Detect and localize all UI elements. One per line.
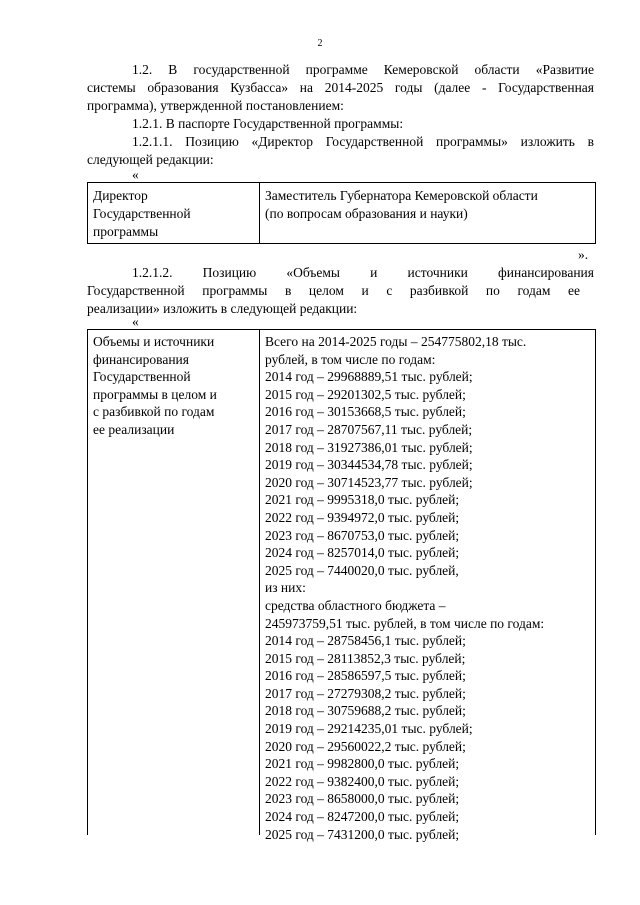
para-1-2-line1: 1.2. В государственной программе Кемеровской области «Развитие [132, 62, 594, 77]
funding-value-line: 2015 год – 28113852,3 тыс. рублей; [265, 650, 466, 666]
funding-value-line: 2025 год – 7431200,0 тыс. рублей; [265, 826, 460, 842]
funding-label-line: с разбивкой по годам [93, 404, 215, 420]
director-label-cell [88, 183, 260, 243]
funding-value-line: из них: [265, 580, 306, 596]
page-number: 2 [317, 38, 323, 49]
funding-label-line: Государственной [93, 369, 191, 385]
funding-value-line: 2016 год – 28586597,5 тыс. рублей; [265, 668, 466, 684]
funding-value-line: 2023 год – 8658000,0 тыс. рублей; [265, 791, 460, 807]
funding-label-line: Объемы и источники [93, 334, 215, 349]
funding-value-line: Всего на 2014-2025 годы – 254775802,18 тыс. [265, 334, 527, 349]
para-1-2-1: 1.2.1. В паспорте Государственной программы: [132, 116, 404, 131]
para-1-2-1-2-line3: реализации» изложить в следующей редакции: [87, 301, 358, 316]
director-label-line: Директор [93, 188, 148, 203]
para-1-2-1-2-line1: 1.2.1.2. Позицию «Объемы и источники финансирования [132, 265, 594, 280]
funding-value-line: 2019 год – 29214235,01 тыс. рублей; [265, 721, 473, 737]
director-value-cell [260, 183, 595, 243]
para-1-2-1-1-line1: 1.2.1.1. Позицию «Директор Государственной программы» изложить в [132, 134, 594, 149]
funding-table [87, 329, 596, 842]
funding-value-line: 2021 год – 9995318,0 тыс. рублей; [265, 492, 460, 508]
funding-value-line: 2014 год – 28758456,1 тыс. рублей; [265, 633, 466, 649]
funding-label-line: ее реализации [93, 421, 175, 437]
para-1-2-line2: системы образования Кузбасса» на 2014-2025 годы (далее - Государственная [87, 80, 594, 95]
funding-value-line: 245973759,51 тыс. рублей, в том числе по годам: [265, 615, 545, 631]
funding-value-line: 2020 год – 29560022,2 тыс. рублей; [265, 738, 466, 754]
funding-value-line: 2016 год – 30153668,5 тыс. рублей; [265, 404, 466, 420]
para-1-2-1-2-line2: Государственной программы в целом и с разбивкой по годам ее [87, 283, 580, 298]
funding-value-line: 2014 год – 29968889,51 тыс. рублей; [265, 369, 473, 385]
close-quote-1: ». [578, 247, 589, 262]
funding-value-line: 2023 год – 8670753,0 тыс. рублей; [265, 527, 460, 543]
funding-value-line: 2021 год – 9982800,0 тыс. рублей; [265, 756, 460, 772]
funding-value-cell [260, 330, 595, 842]
funding-value-line: 2020 год – 30714523,77 тыс. рублей; [265, 474, 473, 490]
funding-value-line: 2022 год – 9382400,0 тыс. рублей; [265, 773, 460, 789]
director-value-line: (по вопросам образования и науки) [265, 206, 468, 221]
para-1-2-line3: программа), утвержденной постановлением: [87, 98, 344, 113]
para-1-2-1-1-line2: следующей редакции: [87, 152, 214, 167]
funding-value-line: 2018 год – 31927386,01 тыс. рублей; [265, 439, 473, 455]
open-quote-2: « [132, 314, 139, 329]
funding-value-line: 2019 год – 30344534,78 тыс. рублей; [265, 457, 473, 473]
funding-value-line: 2024 год – 8247200,0 тыс. рублей; [265, 809, 460, 825]
funding-label-line: финансирования [93, 351, 189, 367]
funding-value-line: 2022 год – 9394972,0 тыс. рублей; [265, 509, 460, 525]
funding-value-line: 2017 год – 27279308,2 тыс. рублей; [265, 685, 466, 701]
open-quote-1: « [132, 167, 139, 182]
director-value-line: Заместитель Губернатора Кемеровской области [265, 188, 538, 203]
director-table [87, 182, 596, 244]
funding-value-line: 2017 год – 28707567,11 тыс. рублей; [265, 421, 473, 437]
funding-label-line: программы в целом и [93, 386, 217, 402]
director-label-line: Государственной [93, 206, 191, 221]
funding-value-line: 2025 год – 7440020,0 тыс. рублей, [265, 562, 459, 578]
funding-value-line: рублей, в том числе по годам: [265, 351, 436, 367]
funding-value-line: 2018 год – 30759688,2 тыс. рублей; [265, 703, 466, 719]
funding-value-line: средства областного бюджета – [265, 597, 446, 613]
funding-value-line: 2015 год – 29201302,5 тыс. рублей; [265, 386, 466, 402]
funding-label-cell [88, 330, 260, 835]
funding-value-line: 2024 год – 8257014,0 тыс. рублей; [265, 545, 460, 561]
director-label-line: программы [93, 224, 159, 239]
